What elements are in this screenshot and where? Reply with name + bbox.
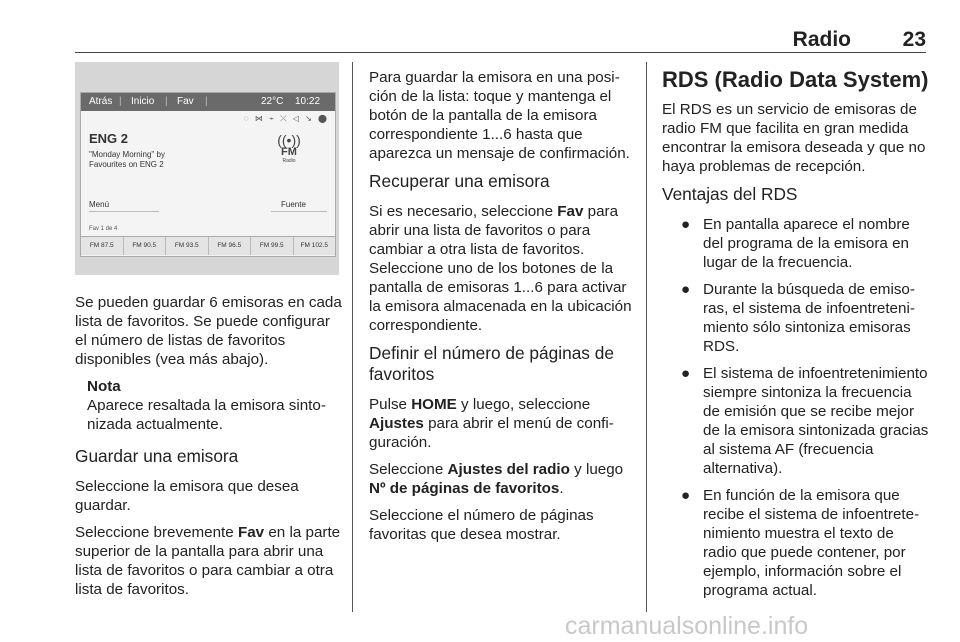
heading-definir: Definir el número de páginas de favoritos bbox=[369, 343, 614, 384]
bullet-icon: ● bbox=[681, 365, 691, 382]
note-title: Nota bbox=[87, 378, 121, 395]
song-info: "Monday Morning" by Favourites on ENG 2 bbox=[89, 150, 165, 169]
bullet-icon: ● bbox=[681, 216, 691, 233]
note-text: Aparece resaltada la emisora sintonizada actualmente. bbox=[87, 397, 326, 433]
home-label: Inicio bbox=[131, 96, 155, 107]
header-title: Radio bbox=[792, 28, 851, 51]
list-item: ● En pantalla aparece el nombre del programa de la emisora en lugar de la frecuencia. bbox=[681, 216, 910, 271]
paragraph: Seleccione Ajustes del radio y luego Nº de páginas de favoritos. bbox=[369, 461, 624, 497]
preset-5: FM 99.5 bbox=[251, 237, 294, 255]
watermark: carmanualsonline.info bbox=[565, 612, 809, 640]
temperature: 22°C bbox=[261, 96, 284, 107]
preset-6: FM 102.5 bbox=[300, 242, 328, 249]
status-icons: ◌ ⋈ ⌁ ⤫ ◁ ↘ ⬤ bbox=[243, 114, 329, 123]
heading-guardar: Guardar una emisora bbox=[75, 446, 239, 466]
heading-ventajas: Ventajas del RDS bbox=[662, 184, 798, 204]
column-2 bbox=[369, 68, 637, 552]
preset-3: FM 93.5 bbox=[166, 237, 209, 255]
bullet-icon: ● bbox=[681, 281, 691, 298]
radio-display bbox=[80, 92, 336, 257]
paragraph: Si es necesario, seleccione Fav para abrir una lista de favoritos o para cambiar a otra lista de favoritos. Seleccione uno de los botones de la pantalla de emisoras 1...6 para activar la emisora almacenada en la ubicación correspondiente. bbox=[369, 203, 632, 334]
paragraph: Pulse HOME y luego, seleccione Ajustes para abrir el menú de configuración. bbox=[369, 396, 614, 451]
intro-paragraph: Se pueden guardar 6 emisoras en cada lista de favoritos. Se puede configurar el número de listas de favoritos disponibles (vea más abajo). bbox=[75, 294, 342, 368]
preset-2: FM 90.5 bbox=[124, 237, 167, 255]
station-name: ENG 2 bbox=[89, 131, 129, 146]
paragraph: El RDS es un servicio de emisoras de radio FM que facilita en gran medida encontrar la emisora deseada y que no haya problemas de recepción. bbox=[662, 101, 926, 175]
source-label: Fuente bbox=[281, 200, 306, 209]
paragraph: Seleccione el número de páginas favoritas que desea mostrar. bbox=[369, 507, 594, 543]
rds-benefits-list bbox=[662, 215, 930, 600]
paragraph: Seleccione la emisora que desea guardar. bbox=[75, 478, 299, 514]
list-item: ● En función de la emisora que recibe el sistema de infoentretenimiento muestra el texto de radio que puede contener, por ejemplo, información sobre el programa actual. bbox=[681, 487, 920, 599]
menu-label: Menú bbox=[89, 200, 110, 209]
paragraph: Para guardar la emisora en una posición de la lista: toque y mantenga el botón de la pantalla de la emisora correspondiente 1...6 hasta que aparezca un mensaje de confirmación. bbox=[369, 69, 630, 162]
preset-bar bbox=[81, 236, 335, 255]
fav-label: Fav bbox=[177, 96, 194, 107]
column-1 bbox=[75, 293, 343, 607]
list-item: ● El sistema de infoentretenimiento siempre sintoniza la frecuencia de emisión que se recibe mejor de la emisora sintonizada gracias al sistema AF (frecuencia alternativa). bbox=[681, 365, 929, 477]
fm-radio-icon: ((•)) FM Radio bbox=[277, 132, 301, 164]
radio-screen-image bbox=[75, 62, 339, 275]
paragraph: Seleccione brevemente Fav en la parte superior de la pantalla para abrir una lista de favoritos o para cambiar a otra lista de favoritos. bbox=[75, 524, 341, 598]
preset-4: FM 96.5 bbox=[209, 237, 252, 255]
note-box bbox=[87, 377, 343, 434]
clock: 10:22 bbox=[295, 96, 321, 107]
fav-page-label: Fav 1 de 4 bbox=[89, 226, 118, 232]
bullet-icon: ● bbox=[681, 487, 691, 504]
radio-top-bar: Atrás | Inicio | Fav | 22°C 10:22 bbox=[81, 93, 335, 111]
back-label: Atrás bbox=[89, 96, 113, 107]
column-divider bbox=[646, 62, 647, 612]
column-3 bbox=[662, 68, 930, 608]
preset-1: FM 87.5 bbox=[81, 237, 124, 255]
heading-recuperar: Recuperar una emisora bbox=[369, 171, 550, 191]
heading-rds: RDS (Radio Data System) bbox=[662, 67, 929, 92]
page-header bbox=[75, 28, 926, 53]
column-divider bbox=[352, 62, 353, 612]
list-item: ● Durante la búsqueda de emisoras, el sistema de infoentretenimiento sólo sintoniza emisoras RDS. bbox=[681, 281, 915, 355]
page-number: 23 bbox=[902, 28, 926, 51]
